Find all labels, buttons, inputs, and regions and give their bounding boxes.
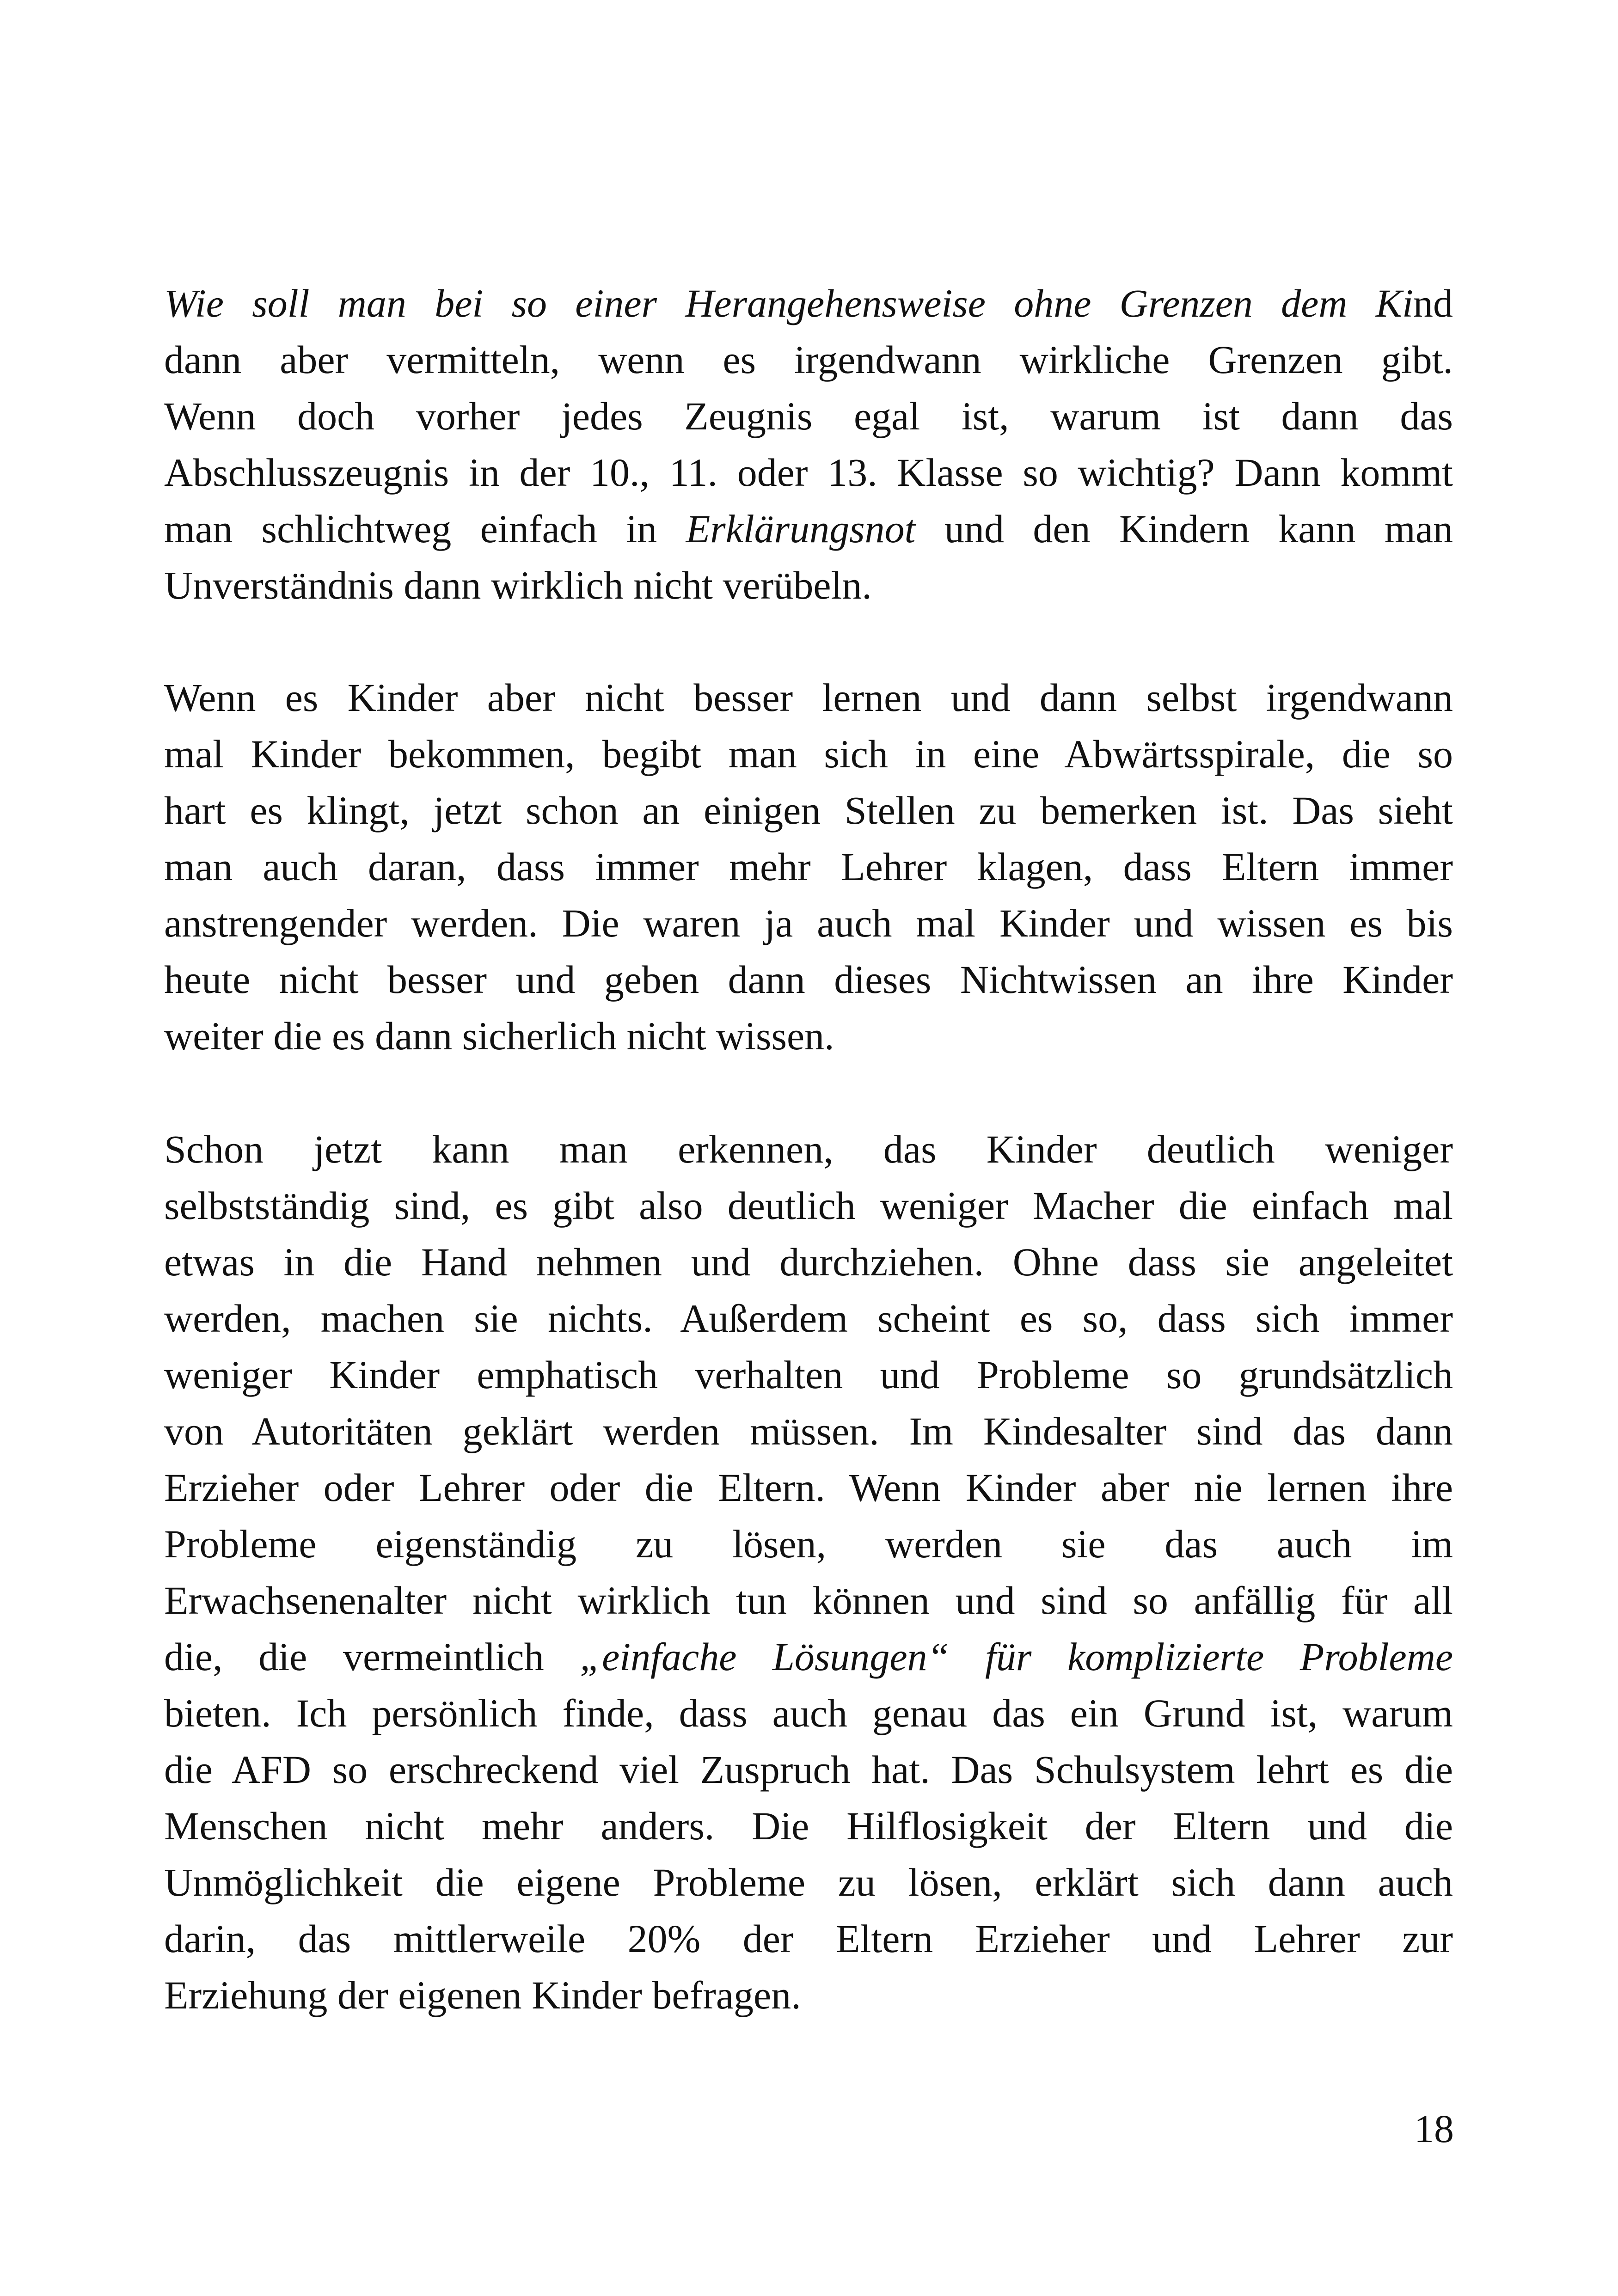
text-line: werden, machen sie nichts. Außerdem scheint es so, dass sich immer <box>164 1296 1453 1341</box>
text-line: Abschlusszeugnis in der 10., 11. oder 13. Klasse so wichtig? Dann kommt <box>164 450 1453 495</box>
text-line: selbstständig sind, es gibt also deutlich weniger Macher die einfach mal <box>164 1183 1453 1228</box>
text-line: Menschen nicht mehr anders. Die Hilflosigkeit der Eltern und die <box>164 1804 1453 1848</box>
text-line: etwas in die Hand nehmen und durchziehen. Ohne dass sie angeleitet <box>164 1240 1453 1284</box>
text-line: die AFD so erschreckend viel Zuspruch hat. Das Schulsystem lehrt es die <box>164 1747 1453 1792</box>
paragraph-1 <box>164 275 1453 613</box>
text-line: Wenn es Kinder aber nicht besser lernen und dann selbst irgendwann <box>164 675 1453 720</box>
text-line: die, die vermeintlich „einfache Lösungen“ für komplizierte Probleme <box>164 1635 1453 1679</box>
paragraph-3 <box>164 1121 1453 2023</box>
text-line: Erzieher oder Lehrer oder die Eltern. Wenn Kinder aber nie lernen ihre <box>164 1465 1453 1510</box>
text-line: Erziehung der eigenen Kinder befragen. <box>164 1973 801 2017</box>
text-line: heute nicht besser und geben dann dieses Nichtwissen an ihre Kinder <box>164 957 1453 1002</box>
text-line: weniger Kinder emphatisch verhalten und Probleme so grundsätzlich <box>164 1353 1453 1397</box>
text-line: mal Kinder bekommen, begibt man sich in eine Abwärtsspirale, die so <box>164 732 1453 776</box>
text-line: dann aber vermitteln, wenn es irgendwann wirkliche Grenzen gibt. <box>164 337 1453 382</box>
text-line: Schon jetzt kann man erkennen, das Kinder deutlich weniger <box>164 1127 1453 1171</box>
text-line: man schlichtweg einfach in Erklärungsnot und den Kindern kann man <box>164 507 1453 551</box>
text-line: weiter die es dann sicherlich nicht wissen. <box>164 1014 834 1058</box>
text-line: bieten. Ich persönlich finde, dass auch genau das ein Grund ist, warum <box>164 1691 1453 1735</box>
text-line: man auch daran, dass immer mehr Lehrer klagen, dass Eltern immer <box>164 845 1453 889</box>
text-line: Unmöglichkeit die eigene Probleme zu lösen, erklärt sich dann auch <box>164 1860 1453 1904</box>
paragraph-2 <box>164 669 1453 1064</box>
text-line: darin, das mittlerweile 20% der Eltern Erzieher und Lehrer zur <box>164 1916 1453 1961</box>
text-line: Erwachsenenalter nicht wirklich tun können und sind so anfällig für all <box>164 1578 1453 1623</box>
text-line: Wie soll man bei so einer Herangehensweise ohne Grenzen dem Kind <box>164 281 1453 325</box>
text-line: Unverständnis dann wirklich nicht verübeln. <box>164 563 872 607</box>
text-line: hart es klingt, jetzt schon an einigen Stellen zu bemerken ist. Das sieht <box>164 788 1453 833</box>
text-line: von Autoritäten geklärt werden müssen. Im Kindesalter sind das dann <box>164 1409 1453 1453</box>
text-line: anstrengender werden. Die waren ja auch mal Kinder und wissen es bis <box>164 901 1453 945</box>
page-number: 18 <box>1414 2106 1454 2151</box>
text-line: Probleme eigenständig zu lösen, werden sie das auch im <box>164 1522 1453 1566</box>
text-line: Wenn doch vorher jedes Zeugnis egal ist, warum ist dann das <box>164 394 1453 438</box>
